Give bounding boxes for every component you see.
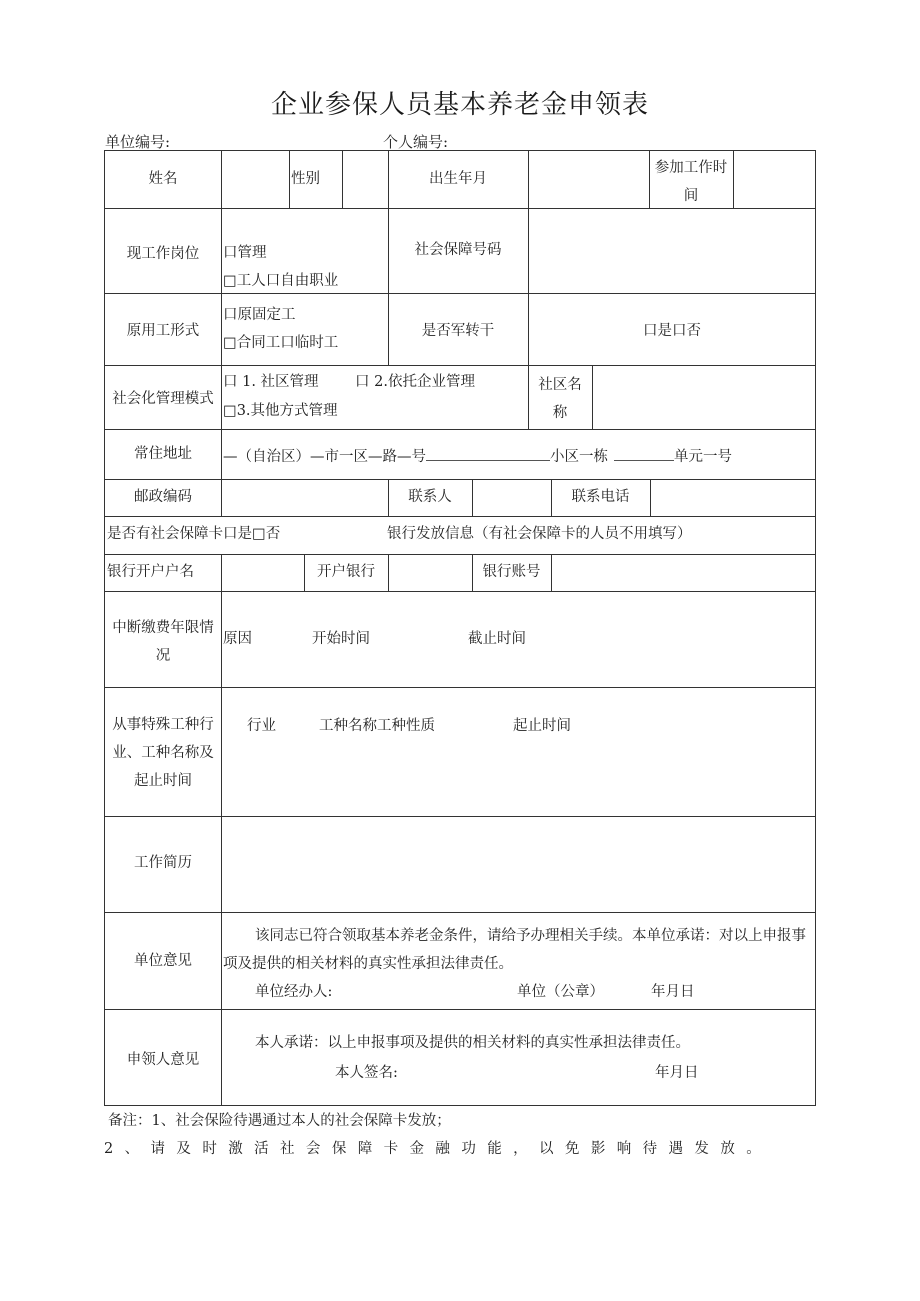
management-mode-label: 社会化管理模式 bbox=[112, 391, 214, 407]
address-part-building: 小区一栋 bbox=[550, 449, 608, 465]
interruption-label-line2: 况 bbox=[155, 648, 171, 664]
option-worker-freelance[interactable]: □工人口自由职业 bbox=[223, 273, 339, 289]
bank-account-name-label: 银行开户户名 bbox=[107, 564, 194, 580]
special-job-label-line3: 起止时间 bbox=[134, 773, 192, 789]
name-label: 姓名 bbox=[148, 171, 178, 187]
social-security-number-label: 社会保障号码 bbox=[414, 242, 502, 258]
col-divider bbox=[733, 151, 734, 208]
community-name-label-line2: 称 bbox=[552, 405, 568, 421]
col-divider bbox=[221, 554, 222, 1105]
row-divider bbox=[105, 1009, 815, 1010]
applicant-opinion-label: 申领人意见 bbox=[126, 1052, 200, 1068]
col-divider bbox=[289, 151, 290, 208]
industry-label: 行业 bbox=[247, 718, 276, 734]
interruption-start-label: 开始时间 bbox=[312, 631, 370, 647]
social-security-card-question[interactable]: 是否有社会保障卡口是□否 bbox=[107, 526, 281, 542]
interruption-label-line1: 中断缴费年限情 bbox=[112, 620, 214, 636]
col-divider bbox=[388, 554, 389, 591]
row-divider bbox=[105, 365, 815, 366]
community-name-label-line1: 社区名 bbox=[538, 377, 582, 393]
bank-payment-info-label: 银行发放信息（有社会保障卡的人员不用填写） bbox=[387, 526, 692, 542]
row-divider bbox=[105, 554, 815, 555]
job-period-label: 起止时间 bbox=[513, 718, 571, 734]
row-divider bbox=[105, 479, 815, 480]
unit-number-label: 单位编号: bbox=[105, 133, 171, 151]
option-community-management[interactable]: 口 1. 社区管理 bbox=[223, 374, 319, 390]
interruption-end-label: 截止时间 bbox=[468, 631, 526, 647]
form-title: 企业参保人员基本养老金申领表 bbox=[270, 90, 649, 120]
interruption-reason-label: 原因 bbox=[223, 631, 252, 647]
row-divider bbox=[105, 687, 815, 688]
row-divider bbox=[105, 816, 815, 817]
military-yes-no-options[interactable]: 口是口否 bbox=[643, 323, 701, 339]
address-blank[interactable] bbox=[426, 446, 550, 461]
special-job-label-line1: 从事特殊工种行 bbox=[112, 717, 214, 733]
application-form-table bbox=[104, 150, 816, 1106]
address-part-region: —（自治区）—市一区—路—号 bbox=[223, 449, 426, 465]
work-start-label-line1: 参加工作时 bbox=[654, 160, 728, 176]
military-transfer-label: 是否军转干 bbox=[421, 323, 495, 339]
option-permanent-worker[interactable]: 口原固定工 bbox=[223, 307, 296, 323]
unit-handler-label: 单位经办人: bbox=[255, 984, 333, 1000]
col-divider bbox=[342, 151, 343, 208]
option-enterprise-management[interactable]: 口 2.依托企业管理 bbox=[355, 374, 475, 390]
address-part-unit: 单元一号 bbox=[674, 449, 732, 465]
option-management[interactable]: 口管理 bbox=[223, 245, 267, 261]
unit-seal-label: 单位（公章） bbox=[517, 984, 604, 1000]
unit-date-label: 年月日 bbox=[651, 984, 695, 1000]
applicant-date-label: 年月日 bbox=[655, 1065, 699, 1081]
personal-number-label: 个人编号: bbox=[383, 133, 449, 151]
address-blank[interactable] bbox=[614, 446, 674, 461]
col-divider bbox=[551, 554, 552, 591]
job-name-nature-label: 工种名称工种性质 bbox=[319, 718, 435, 734]
current-position-label: 现工作岗位 bbox=[126, 246, 200, 262]
residence-address-label: 常住地址 bbox=[134, 446, 192, 462]
original-employment-label: 原用工形式 bbox=[126, 323, 200, 339]
row-divider bbox=[105, 591, 815, 592]
birth-date-label: 出生年月 bbox=[429, 171, 487, 187]
special-job-label-line2: 业、工种名称及 bbox=[112, 745, 214, 761]
col-divider bbox=[650, 479, 651, 516]
col-divider bbox=[592, 365, 593, 429]
col-divider bbox=[221, 151, 222, 516]
row-divider bbox=[105, 516, 815, 517]
work-history-label: 工作简历 bbox=[134, 855, 192, 871]
unit-opinion-label: 单位意见 bbox=[134, 953, 192, 969]
col-divider bbox=[472, 479, 473, 516]
row-divider bbox=[105, 208, 815, 209]
opening-bank-label: 开户银行 bbox=[317, 564, 375, 580]
address-line bbox=[223, 446, 732, 466]
option-contract-temporary[interactable]: □合同工口临时工 bbox=[223, 335, 339, 351]
option-other-management[interactable]: □3.其他方式管理 bbox=[223, 403, 338, 419]
gender-label: 性别 bbox=[291, 171, 320, 187]
work-start-label-line2: 间 bbox=[683, 188, 699, 204]
row-divider bbox=[105, 429, 815, 430]
unit-opinion-text: 该同志已符合领取基本养老金条件，请给予办理相关手续。本单位承诺：对以上申报事项及提供的相关材料的真实性承担法律责任。 bbox=[223, 928, 806, 972]
remark-line-2: 2、请及时激活社会保障卡金融功能，以免影响待遇发放。 bbox=[104, 1141, 773, 1157]
remark-line-1: 备注：1、社会保险待遇通过本人的社会保障卡发放； bbox=[108, 1113, 451, 1129]
applicant-pledge-text: 本人承诺：以上申报事项及提供的相关材料的真实性承担法律责任。 bbox=[255, 1035, 690, 1051]
postal-code-label: 邮政编码 bbox=[134, 489, 192, 505]
row-divider bbox=[105, 293, 815, 294]
bank-account-number-label: 银行账号 bbox=[482, 564, 541, 580]
row-divider bbox=[105, 912, 815, 913]
contact-phone-label: 联系电话 bbox=[571, 489, 630, 505]
contact-person-label: 联系人 bbox=[408, 489, 452, 505]
applicant-signature-label: 本人签名: bbox=[335, 1065, 398, 1081]
